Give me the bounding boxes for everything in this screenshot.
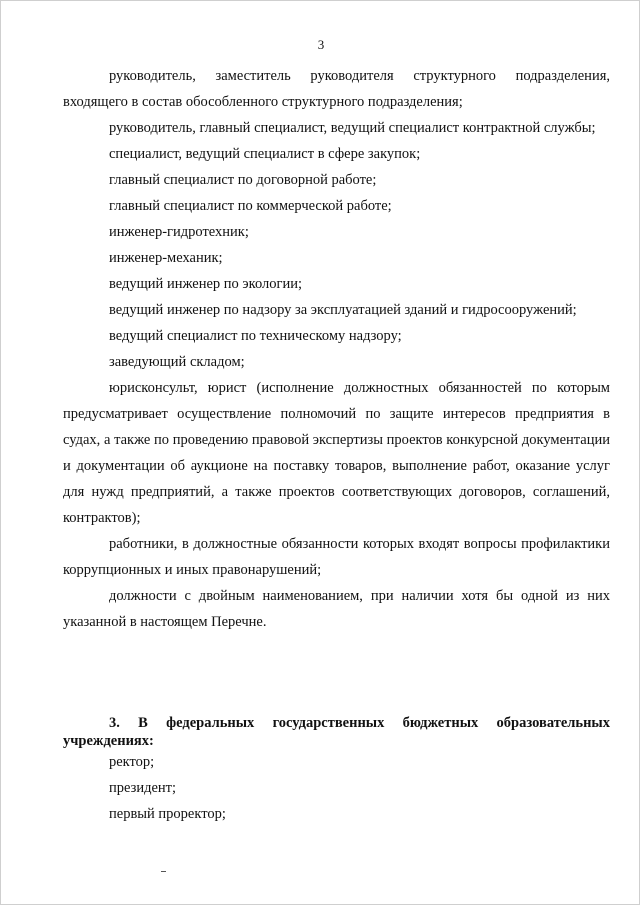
list-item: ведущий специалист по техническому надзору;	[109, 328, 402, 344]
position-list	[63, 63, 610, 635]
list-item: главный специалист по коммерческой работе;	[109, 198, 392, 214]
list-item: президент;	[109, 780, 177, 796]
list-item: заведующий складом;	[109, 354, 245, 370]
list-item: главный специалист по договорной работе;	[109, 172, 377, 188]
list-item: ректор;	[109, 754, 155, 770]
list-item: руководитель, заместитель руководителя структурного подразделения, входящего в состав обособленного структурного подразделения;	[63, 68, 610, 110]
section-items	[63, 749, 610, 827]
section-heading: 3. В федеральных государственных бюджетных образовательных учреждениях:	[63, 715, 610, 749]
list-item: юрисконсульт, юрист (исполнение должностных обязанностей по которым предусматривает осуществление полномочий по защите интересов предприятия в судах, а также по проведению правовой экспертизы проектов конкурсной документации и документации об аукционе на поставку товаров, выполнение работ, оказание услуг для нужд предприятий, а также проектов соответствующих договоров, соглашений, контрактов);	[63, 380, 610, 526]
list-item: ведущий инженер по экологии;	[109, 276, 303, 292]
list-item: инженер-гидротехник;	[109, 224, 249, 240]
list-item: руководитель, главный специалист, ведущий специалист контрактной службы;	[109, 120, 596, 136]
list-item: ведущий инженер по надзору за эксплуатацией зданий и гидросооружений;	[109, 302, 577, 318]
list-item: работники, в должностные обязанности которых входят вопросы профилактики коррупционных и иных правонарушений;	[63, 536, 610, 578]
scan-mark	[161, 871, 166, 872]
list-item: специалист, ведущий специалист в сфере закупок;	[109, 146, 421, 162]
list-item: первый проректор;	[109, 806, 226, 822]
list-item: инженер-механик;	[109, 250, 223, 266]
list-item: должности с двойным наименованием, при наличии хотя бы одной из них указанной в настоящем Перечне.	[63, 588, 610, 630]
page-number: 3	[317, 37, 325, 52]
